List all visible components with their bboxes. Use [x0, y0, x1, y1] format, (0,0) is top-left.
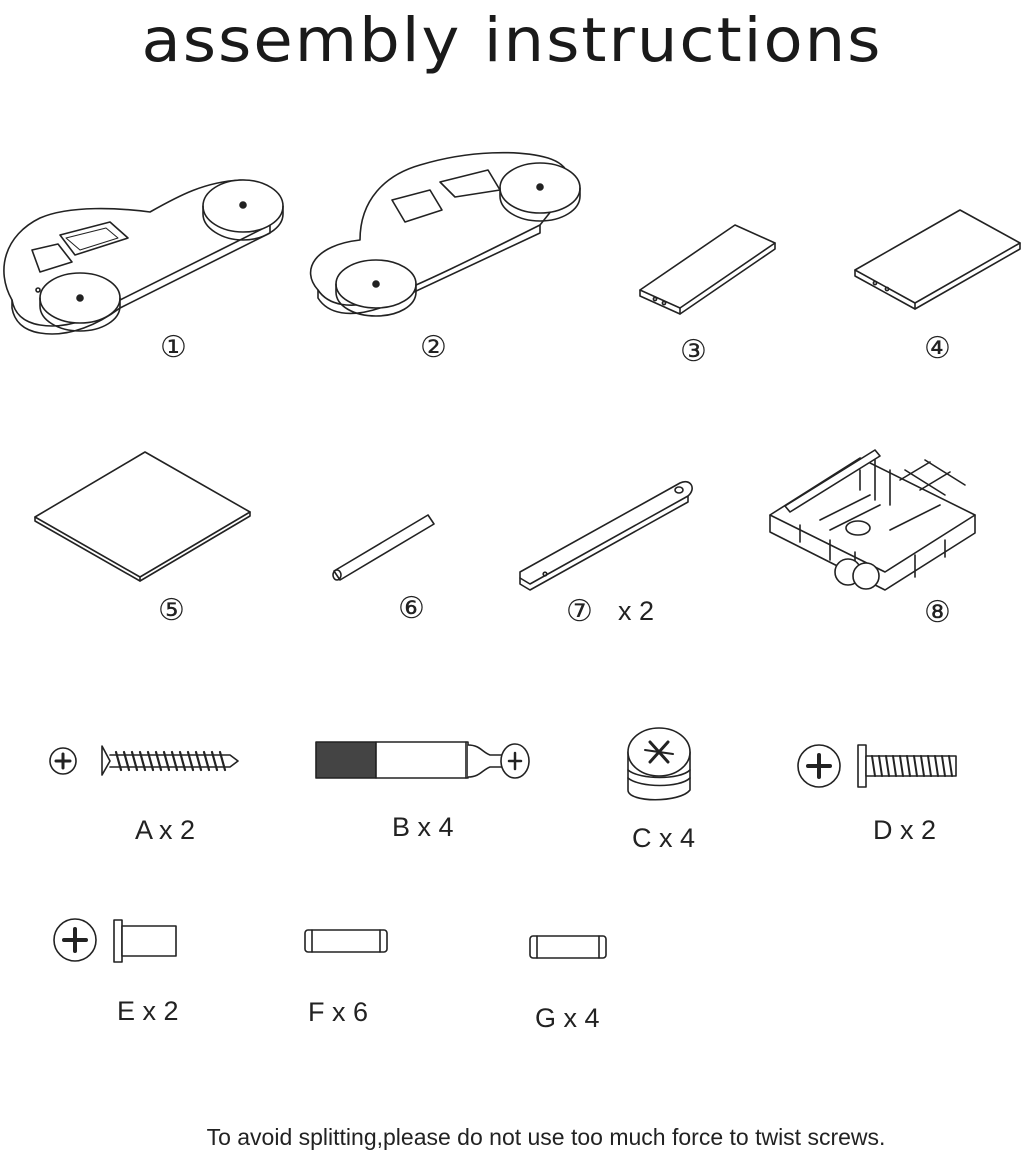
rod-6-drawing	[333, 515, 434, 580]
dowel-F-drawing	[305, 930, 387, 952]
cam-C-drawing	[628, 728, 690, 800]
board-4-drawing	[855, 210, 1020, 309]
screw-D-drawing	[798, 745, 956, 787]
dowel-G-drawing	[530, 936, 606, 958]
hardware-label-A: A x 2	[135, 815, 196, 845]
bar-7-drawing	[520, 482, 692, 590]
hardware-label-B: B x 4	[392, 812, 454, 842]
marker-2: ②	[420, 331, 447, 364]
car-panel-2-drawing	[311, 153, 580, 316]
marker-1: ①	[160, 331, 187, 364]
panel-5-drawing	[35, 452, 250, 581]
car-panel-1-drawing	[4, 180, 283, 334]
bolt-B-drawing	[316, 742, 529, 778]
blocks-8-drawing	[770, 450, 975, 590]
marker-4: ④	[924, 332, 951, 365]
nut-E-drawing	[54, 919, 176, 962]
hardware-label-E: E x 2	[117, 996, 179, 1026]
hardware-label-D: D x 2	[873, 815, 937, 845]
marker-8: ⑧	[924, 596, 951, 629]
hardware-label-F: F x 6	[308, 997, 369, 1027]
hardware-label-C: C x 4	[632, 823, 696, 853]
marker-7: ⑦	[566, 595, 593, 628]
marker-6: ⑥	[398, 592, 425, 625]
page-title: assembly instructions	[141, 5, 883, 77]
warning-note: To avoid splitting,please do not use too much force to twist screws.	[206, 1124, 886, 1150]
hardware-label-G: G x 4	[535, 1003, 600, 1033]
marker-5: ⑤	[158, 594, 185, 627]
qty-7: x 2	[618, 596, 655, 626]
board-3-drawing	[640, 225, 775, 314]
marker-3: ③	[680, 335, 707, 368]
screw-A-drawing	[50, 746, 238, 775]
